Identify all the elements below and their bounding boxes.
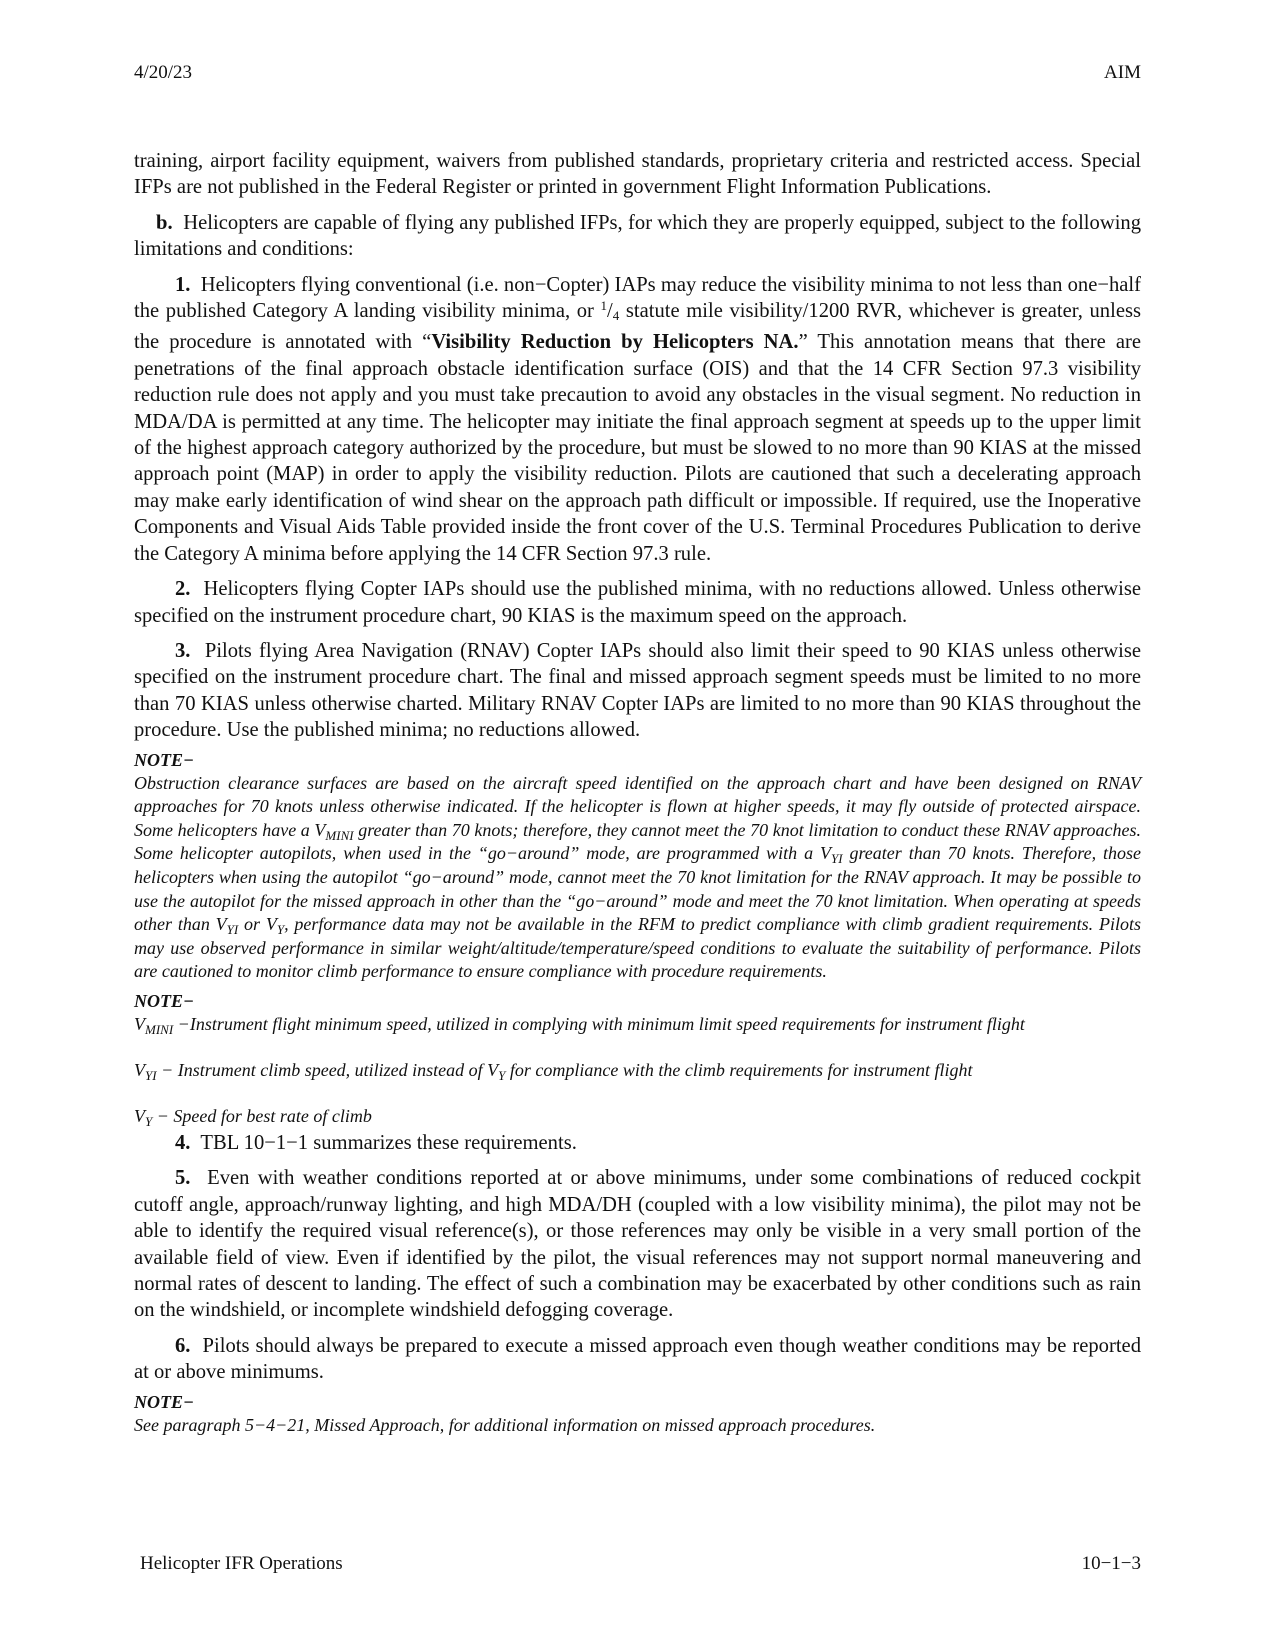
- header-date: 4/20/23: [134, 62, 193, 83]
- paragraph-4: [134, 1130, 1141, 1156]
- note-text-segment: , performance data may not be available in the RFM to predict compliance with climb gradient requirements. Pilots may use observed performance in similar weight/altitude/temperature/speed conditions to evaluate the suitability of performance. Pilots are cautioned to monitor climb performance to ensure compliance with procedure requirements.: [134, 914, 1141, 982]
- paragraph-b: [134, 210, 1141, 263]
- paragraph-text: ” This annotation means that there are penetrations of the final approach obstacle identification surface (OIS) and that the 14 CFR Section 97.3 visibility reduction rule does not apply and you must take precaution to avoid any obstacles in the visual segment. No reduction in MDA/DA is permitted at any time. The helicopter may initiate the final approach segment at speeds up to the upper limit of the highest approach category authorized by the procedure, but must be slowed to no more than 90 KIAS at the missed approach point (MAP) in order to apply the visibility reduction. Pilots are cautioned that such a decelerating approach may make early identification of wind shear on the approach path difficult or impossible. If required, use the Inoperative Components and Visual Aids Table provided inside the front cover of the U.S. Terminal Procedures Publication to derive the Category A minima before applying the 14 CFR Section 97.3 rule.: [134, 331, 1141, 565]
- footer-page-number: 10−1−3: [1081, 1553, 1141, 1574]
- subscript: YI: [830, 851, 843, 867]
- subscript: MINI: [145, 1021, 174, 1037]
- symbol: V: [134, 1059, 145, 1080]
- note-text-segment: greater than 70 knots. Therefore, those helicopters when using the autopilot “go−around” mode, cannot meet the 70 knot limitation for the RNAV approach. It may be possible to use the autopilot for the missed approach in other than the “go−around” mode and meet the 70 knot limitation. When operating at speeds other than V: [134, 843, 1141, 935]
- subscript: MINI: [325, 827, 354, 843]
- fraction-slash: /: [607, 300, 613, 323]
- header-doc-id: AIM: [1104, 62, 1141, 83]
- paragraph-text: Helicopters flying Copter IAPs should use the published minima, with no reductions allowed. Unless otherwise specified on the instrument procedure chart, 90 KIAS is the maximum speed on the approach.: [134, 578, 1142, 627]
- paragraph-label: 1.: [175, 273, 191, 296]
- subscript: Y: [145, 1113, 153, 1129]
- paragraph-label: 4.: [175, 1131, 191, 1154]
- paragraph-5: [134, 1165, 1141, 1323]
- note-text-segment: Obstruction clearance surfaces are based on the aircraft speed identified on the approach chart and have been designed on RNAV approaches for 70 knots unless otherwise indicated. If the helicopter is flown at higher speeds, it may fly outside of protected airspace. Some helicopters have a V: [134, 772, 1141, 840]
- symbol: V: [134, 1105, 145, 1126]
- definition-vyi: [134, 1059, 1141, 1082]
- paragraph-text: TBL 10−1−1 summarizes these requirements.: [200, 1131, 577, 1154]
- note-text-segment: greater than 70 knots; therefore, they cannot meet the 70 knot limitation to conduct these RNAV approaches. Some helicopter autopilots, when used in the “go−around” mode, are programmed with a V: [134, 819, 1141, 864]
- definition-text: − Instrument climb speed, utilized instead of V: [156, 1059, 499, 1080]
- paragraph-label: 2.: [175, 578, 191, 601]
- paragraph-text: Helicopters flying conventional (i.e. non−Copter) IAPs may reduce the visibility minima to not less than one−half the published Category A landing visibility minima, or: [134, 273, 1141, 323]
- footer-section-title: Helicopter IFR Operations: [140, 1553, 343, 1574]
- paragraph-label: 6.: [175, 1334, 191, 1357]
- paragraph-2: [134, 576, 1141, 629]
- subscript: YI: [226, 922, 239, 938]
- paragraph-label: b.: [156, 211, 173, 234]
- fraction-numerator: 1: [600, 298, 607, 314]
- fraction-denominator: 4: [612, 308, 620, 324]
- paragraph-text: statute mile visibility/1200 RVR, whichever is greater, unless the procedure is annotated with “: [134, 300, 1141, 354]
- paragraph-text: Pilots flying Area Navigation (RNAV) Copter IAPs should also limit their speed to 90 KIAS unless otherwise specified on the instrument procedure chart. The final and missed approach segment speeds must be limited to no more than 70 KIAS unless otherwise charted. Military RNAV Copter IAPs are limited to no more than 90 KIAS throughout the procedure. Use the published minima; no reductions allowed.: [134, 639, 1142, 742]
- paragraph-text: Pilots should always be prepared to execute a missed approach even though weather conditions may be reported at or above minimums.: [134, 1334, 1141, 1384]
- paragraph-3: [134, 638, 1141, 744]
- note-heading: NOTE−: [134, 1391, 194, 1412]
- symbol: V: [134, 1013, 145, 1034]
- note-heading: NOTE−: [134, 749, 194, 770]
- definition-vy: [134, 1105, 1141, 1128]
- intro-paragraph: training, airport facility equipment, waivers from published standards, proprietary criteria and restricted access. Special IFPs are not published in the Federal Register or printed in government Flight Information Publications.: [134, 150, 1141, 199]
- paragraph-1: [134, 272, 1141, 567]
- page-body: [134, 148, 1141, 1443]
- note-text-segment: or V: [238, 914, 277, 935]
- definition-vmini: [134, 1013, 1141, 1036]
- paragraph-6: [134, 1333, 1141, 1386]
- subscript: Y: [276, 922, 285, 938]
- paragraph-label: 5.: [175, 1167, 191, 1190]
- paragraph-text: Even with weather conditions reported at or above minimums, under some combinations of reduced cockpit cutoff angle, approach/runway lighting, and high MDA/DH (coupled with a low visibility minima), the pilot may not be able to identify the required visual reference(s), or those references may only be visible in a very small portion of the available field of view. Even if identified by the pilot, the visual references may not support normal maneuvering and normal rates of descent to landing. The effect of such a combination may be exacerbated by other conditions such as rain on the windshield, or incomplete windshield defogging coverage.: [134, 1167, 1142, 1322]
- subscript: Y: [498, 1067, 506, 1083]
- definition-text: − Speed for best rate of climb: [152, 1105, 372, 1126]
- note-heading: NOTE−: [134, 990, 194, 1011]
- paragraph-text: Helicopters are capable of flying any published IFPs, for which they are properly equipped, subject to the following limitations and conditions:: [134, 211, 1142, 261]
- subscript: YI: [145, 1067, 157, 1083]
- annotation-bold-text: Visibility Reduction by Helicopters NA.: [431, 331, 799, 354]
- definition-text: −Instrument flight minimum speed, utilized in complying with minimum limit speed requirements for instrument flight: [173, 1013, 1025, 1034]
- note-text: See paragraph 5−4−21, Missed Approach, for additional information on missed approach procedures.: [134, 1414, 876, 1435]
- definition-text: for compliance with the climb requirements for instrument flight: [505, 1059, 973, 1080]
- paragraph-label: 3.: [175, 639, 191, 662]
- note-text: [134, 772, 1141, 984]
